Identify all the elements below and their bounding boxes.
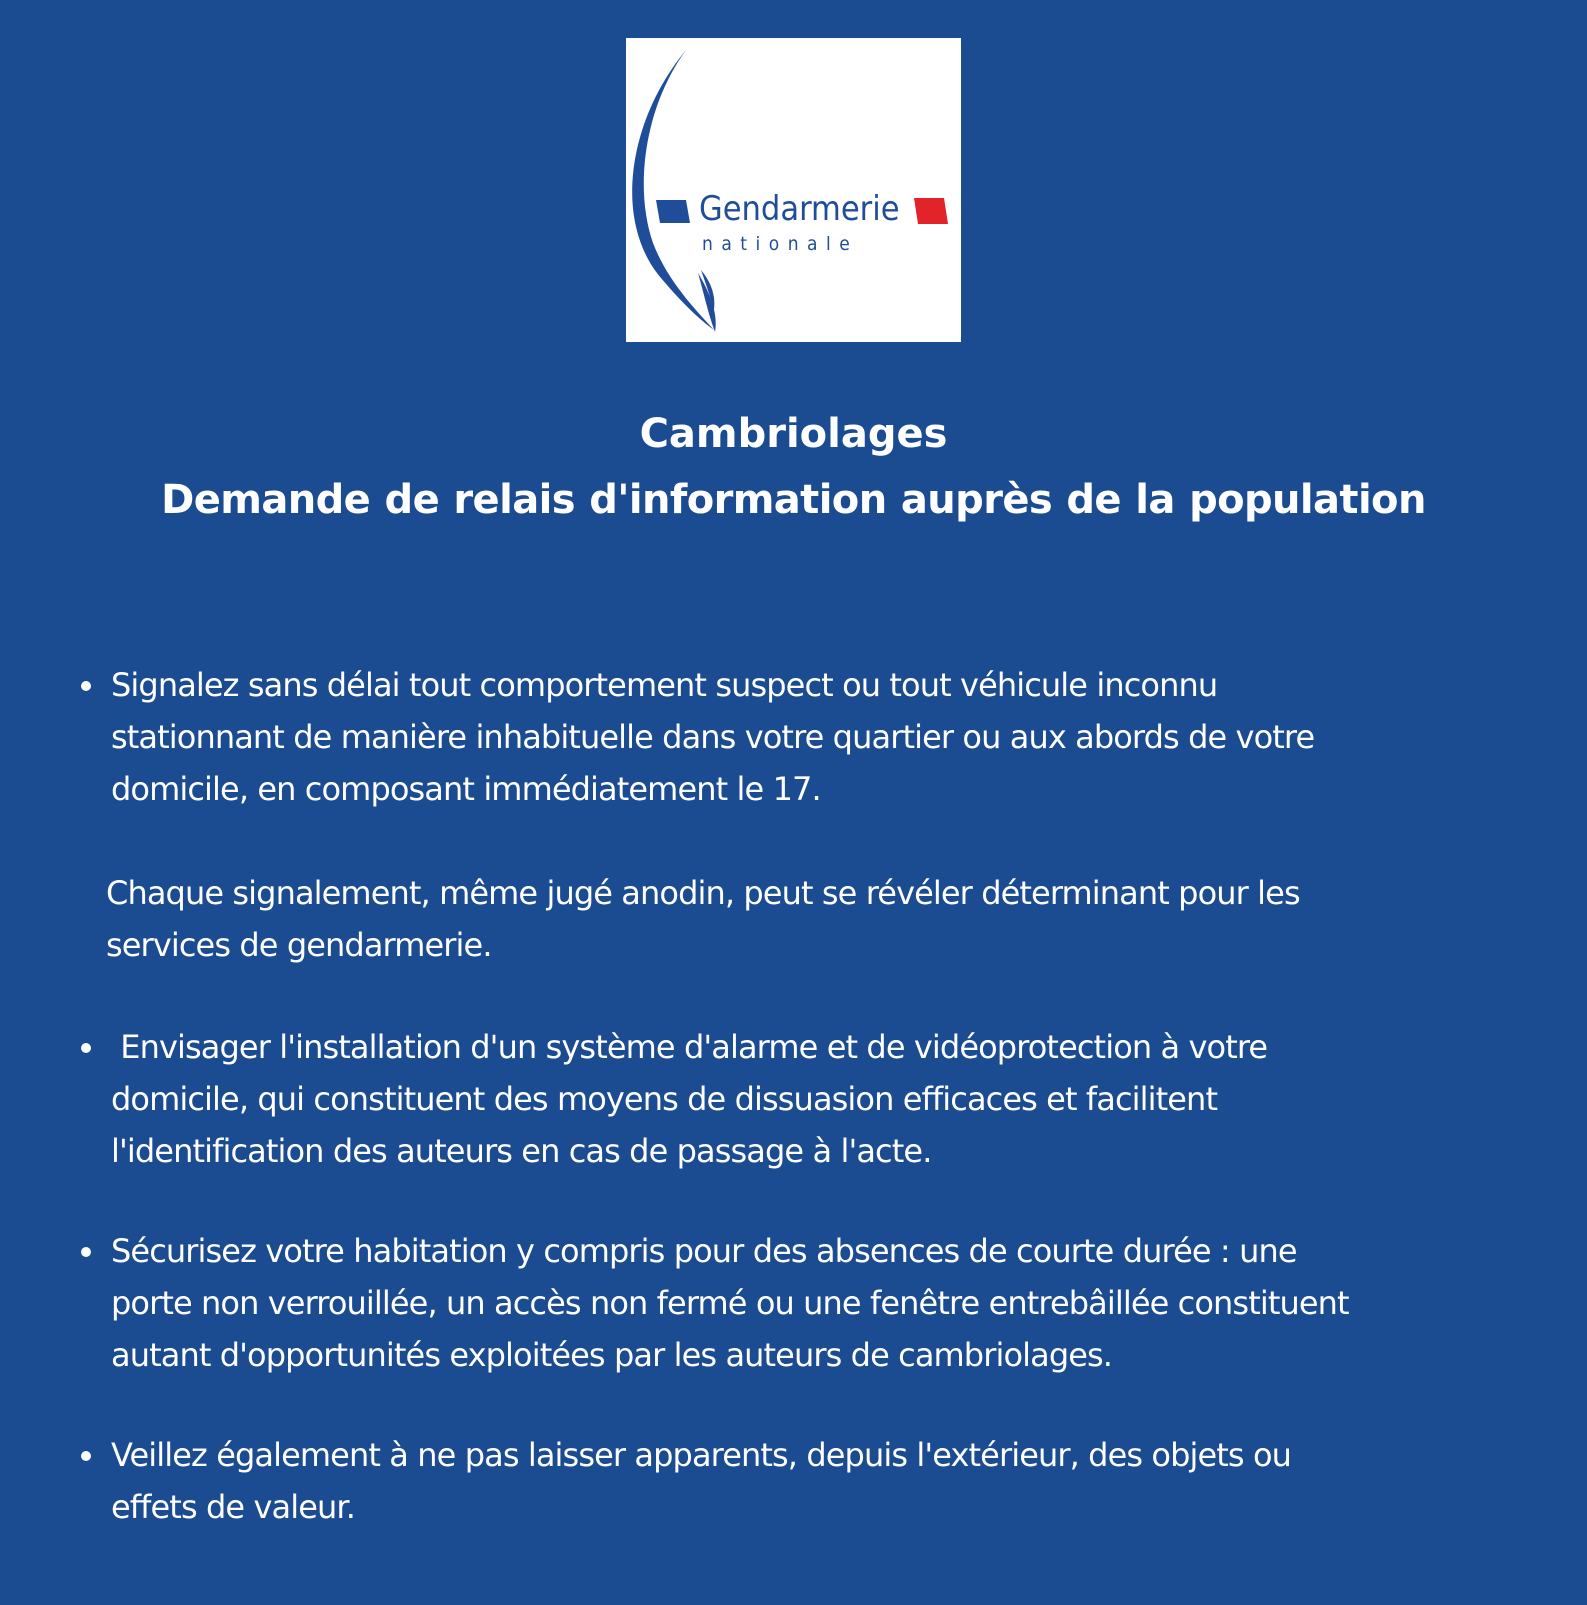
bullet-dot-2: [81, 1043, 91, 1053]
bullet-4-line-1: Veillez également à ne pas laisser apparents, depuis l'extérieur, des objets ou: [111, 1436, 1292, 1474]
bullet-1-line-1: Signalez sans délai tout comportement suspect ou tout véhicule inconnu: [111, 666, 1218, 704]
note-line-2: services de gendarmerie.: [106, 926, 492, 964]
bullet-1-line-2: stationnant de manière inhabituelle dans votre quartier ou aux abords de votre: [111, 718, 1315, 756]
note-line-1: Chaque signalement, même jugé anodin, peut se révéler déterminant pour les: [106, 874, 1300, 912]
page-subtitle: Demande de relais d'information auprès de la population: [161, 477, 1426, 523]
bullet-3-line-1: Sécurisez votre habitation y compris pour des absences de courte durée : une: [111, 1232, 1297, 1270]
bullet-3-line-2: porte non verrouillée, un accès non fermé ou une fenêtre entrebâillée constituent: [111, 1284, 1349, 1322]
logo-word-main: Gendarmerie: [699, 189, 900, 229]
bullet-dot-3: [81, 1247, 91, 1257]
bullet-2-line-1: Envisager l'installation d'un système d'alarme et de vidéoprotection à votre: [111, 1028, 1268, 1066]
bullet-3-line-3: autant d'opportunités exploitées par les auteurs de cambriolages.: [111, 1336, 1113, 1374]
bullet-dot-1: [81, 681, 91, 691]
logo-word-sub: nationale: [702, 233, 859, 255]
bullet-2-line-3: l'identification des auteurs en cas de passage à l'acte.: [111, 1132, 932, 1170]
bullet-dot-4: [81, 1451, 91, 1461]
bullet-2-line-2: domicile, qui constituent des moyens de dissuasion efficaces et facilitent: [111, 1080, 1218, 1118]
bullet-4-line-2: effets de valeur.: [111, 1488, 355, 1526]
bullet-1-line-3: domicile, en composant immédiatement le 17.: [111, 770, 821, 808]
page-title: Cambriolages: [639, 411, 948, 457]
